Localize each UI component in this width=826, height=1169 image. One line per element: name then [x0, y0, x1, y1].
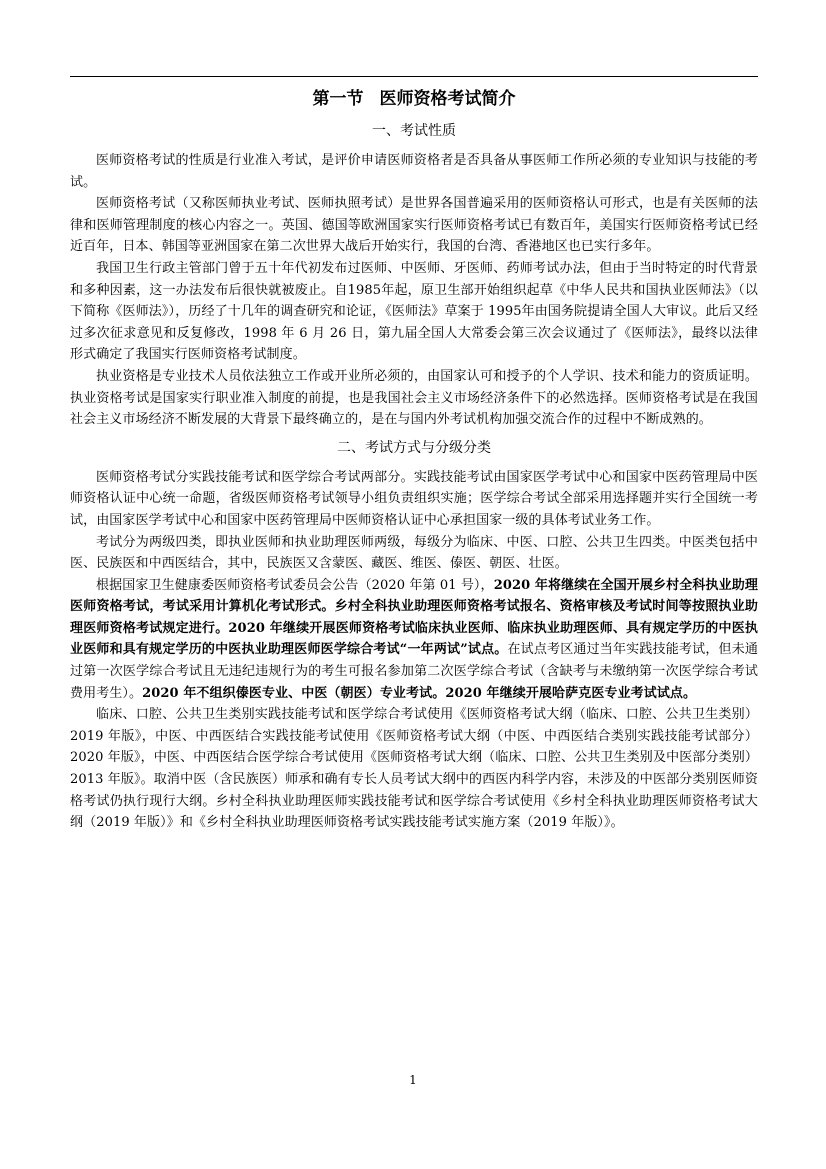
paragraph — [70, 150, 758, 193]
paragraph — [70, 258, 758, 366]
title-section-label: 第一节 — [312, 89, 364, 109]
bold-text-run: 2020 年将继续在全国开展乡村全科执业助理医师资格考试，考试采用计算机化考试形式。乡村全科执业助理医师资格考试报名、资格审核及考试时间等按照执业助理医师资格考试规定进行。2020 年继续开展医师资格考试临床执业医师、临床执业助理医师、具有规定学历的中医执业医师和具有规定学历的中医执业助理医师医学综合考试“一年两试”试点。 — [70, 577, 758, 658]
paragraph — [70, 704, 758, 834]
page-title — [70, 86, 758, 112]
paragraph — [70, 193, 758, 258]
page-number: 1 — [409, 1073, 417, 1087]
text-run: 我国卫生行政主管部门曾于五十年代初发布过医师、中医师、牙医师、药师考试办法，但由于当时特定的时代背景和多种因素，这一办法发布后很快就被废止。自1985年起，原卫生部开始组织起草《中华人民共和国执业医师法》（以下简称《医师法》），历经了十几年的调查研究和论证，《医师法》草案于 1995年由国务院提请全国人大审议。此后又经过多次征求意见和反复修改，1998 年 6 月 26 日，第九届全国人大常委会第三次会议通过了《医师法》，最终以法律形式确定了我国实行医师资格考试制度。 — [70, 260, 758, 363]
paragraph — [70, 366, 758, 431]
text-run: 临床、口腔、公共卫生类别实践技能考试和医学综合考试使用《医师资格考试大纲（临床、口腔、公共卫生类别）2019 年版》，中医、中西医结合实践技能考试使用《医师资格考试大纲（中医、中西医结合类别实践技能考试部分）2020 年版》，中医、中西医结合医学综合考试使用《医师资格考试大纲（临床、口腔、公共卫生类别及中医部分类别）2013 年版》。取消中医（含民族医）师承和确有专长人员考试大纲中的西医内科学内容，未涉及的中医部分类别医师资格考试仍执行现行大纲。乡村全科执业助理医师实践技能考试和医学综合考试使用《乡村全科执业助理医师资格考试大纲（2019 年版）》和《乡村全科执业助理医师资格考试实践技能考试实施方案（2019 年版）》。 — [70, 707, 758, 831]
document-page — [70, 86, 758, 834]
header-rule — [70, 76, 758, 77]
bold-text-run: 2020 年不组织傣医专业、中医（朝医）专业考试。2020 年继续开展哈萨克医专业考试试点。 — [142, 685, 697, 701]
paragraph — [70, 467, 758, 532]
text-run: 在试点考区通过当年实践技能考试，但未通过第一次医学综合考试且无违纪违规行为的考生可报名参加第二次医学综合考试（含缺考与未缴纳第一次医学综合考试费用考生）。 — [70, 642, 758, 701]
title-text: 医师资格考试简介 — [379, 89, 516, 109]
text-run: 考试分为两级四类，即执业医师和执业助理医师两级，每级分为临床、中医、口腔、公共卫生四类。中医类包括中医、民族医和中西医结合，其中，民族医又含蒙医、藏医、维医、傣医、朝医、壮医。 — [70, 534, 758, 572]
section-heading: 二、考试方式与分级分类 — [337, 439, 491, 456]
section-heading: 一、考试性质 — [372, 123, 456, 139]
paragraph — [70, 575, 758, 705]
text-run: 医师资格考试分实践技能考试和医学综合考试两部分。实践技能考试由国家医学考试中心和国家中医药管理局中医师资格认证中心统一命题，省级医师资格考试领导小组负责组织实施；医学综合考试全部采用选择题并实行全国统一考试，由国家医学考试中心和国家中医药管理局中医师资格认证中心承担国家一级的具体考试业务工作。 — [70, 469, 758, 528]
text-run: 医师资格考试的性质是行业准入考试，是评价申请医师资格者是否具备从事医师工作所必须的专业知识与技能的考试。 — [70, 153, 758, 190]
text-run: 医师资格考试（又称医师执业考试、医师执照考试）是世界各国普遍采用的医师资格认可形式，也是有关医师的法律和医师管理制度的核心内容之一。英国、德国等欧洲国家实行医师资格考试已有数百年，美国实行医师资格考试已经近百年，日本、韩国等亚洲国家在第二次世界大战后开始实行，我国的台湾、香港地区也已实行多年。 — [70, 196, 758, 255]
paragraph — [70, 532, 758, 575]
text-run: 根据国家卫生健康委医师资格考试委员会公告（2020 年第 01 号）， — [96, 577, 494, 593]
sections-container — [70, 120, 758, 834]
text-run: 执业资格是专业技术人员依法独立工作或开业所必须的，由国家认可和授予的个人学识、技术和能力的资质证明。执业资格考试是国家实行职业准入制度的前提，也是我国社会主义市场经济条件下的必然选择。医师资格考试是在我国社会主义市场经济不断发展的大背景下最终确立的，是在与国内外考试机构加强交流合作的过程中不断成熟的。 — [70, 368, 758, 428]
